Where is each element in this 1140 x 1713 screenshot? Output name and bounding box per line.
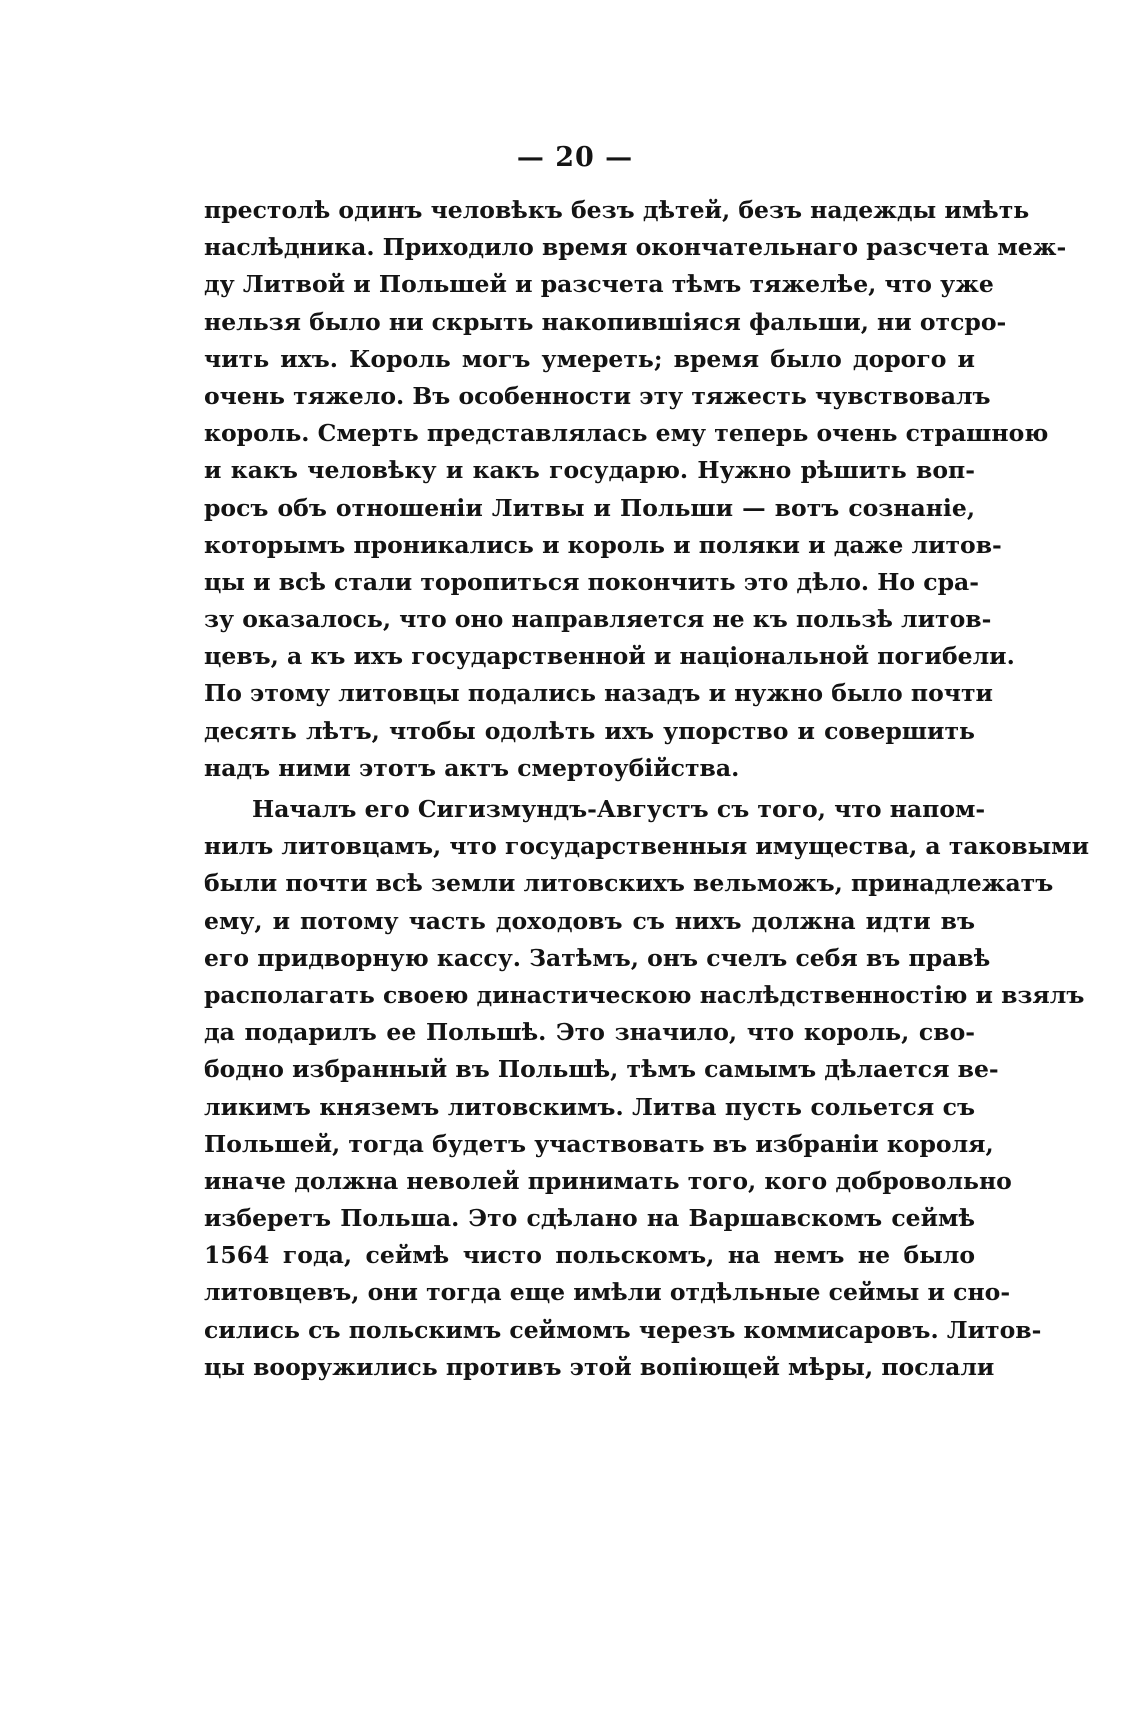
text-line: росъ объ отношеніи Литвы и Польши — вотъ сознаніе, [204, 493, 975, 522]
text-line: изберетъ Польша. Это сдѣлано на Варшавскомъ сеймѣ [204, 1204, 975, 1233]
text-line: По этому литовцы подались назадъ и нужно было почти [204, 679, 993, 708]
text-line: располагать своею династическою наслѣдственностію и взялъ [204, 980, 1085, 1009]
text-line: ду Литвой и Польшей и разсчета тѣмъ тяжелѣе, что уже [204, 270, 994, 299]
text-line: зу оказалось, что оно направляется не къ пользѣ литов- [204, 605, 992, 634]
page-number: — 20 — [516, 142, 634, 173]
text-line: 1564 года, сеймѣ чисто польскомъ, на немъ не было [204, 1241, 975, 1270]
text-line: ликимъ княземъ литовскимъ. Литва пусть сольется съ [204, 1092, 975, 1121]
text-line: цевъ, а къ ихъ государственной и національной погибели. [204, 642, 1015, 671]
text-line: цы и всѣ стали торопиться покончить это дѣло. Но сра- [204, 567, 980, 596]
text-line: иначе должна неволей принимать того, кого добровольно [204, 1166, 1012, 1195]
paragraph-1 [204, 192, 1067, 787]
text-line: нельзя было ни скрыть накопившіяся фальши, ни отсро- [204, 307, 1007, 336]
text-line: престолѣ одинъ человѣкъ безъ дѣтей, безъ надежды имѣть [204, 196, 1030, 224]
text-line: Польшей, тогда будетъ участвовать въ избраніи короля, [204, 1129, 994, 1158]
text-line: надъ ними этотъ актъ смертоубійства. [204, 753, 740, 782]
text-line: очень тяжело. Въ особенности эту тяжесть чувствовалъ [204, 381, 991, 410]
text-line: и какъ человѣку и какъ государю. Нужно рѣшить воп- [204, 456, 975, 485]
text-line: нилъ литовцамъ, что государственныя имущества, а таковыми [204, 832, 1090, 861]
paragraph-2 [204, 791, 1090, 1386]
text-line: чить ихъ. Король могъ умереть; время было дорого и [204, 344, 975, 373]
text-line: были почти всѣ земли литовскихъ вельможъ, принадлежатъ [204, 869, 1054, 898]
text-line: десять лѣтъ, чтобы одолѣть ихъ упорство и совершить [204, 716, 975, 745]
text-line: Началъ его Сигизмундъ-Августъ съ того, что напом- [252, 795, 986, 823]
text-line: сились съ польскимъ сеймомъ черезъ коммисаровъ. Литов- [204, 1315, 1042, 1344]
text-line: литовцевъ, они тогда еще имѣли отдѣльные сеймы и сно- [204, 1278, 1011, 1307]
page-text-body [204, 192, 1090, 1386]
text-line: его придворную кассу. Затѣмъ, онъ счелъ себя въ правѣ [204, 943, 991, 972]
text-line: которымъ проникались и король и поляки и даже литов- [204, 530, 1002, 559]
text-line: ему, и потому часть доходовъ съ нихъ должна идти въ [204, 906, 975, 935]
text-line: цы вооружились противъ этой вопіющей мѣры, послали [204, 1352, 995, 1381]
text-line: наслѣдника. Приходило время окончательнаго разсчета меж- [204, 233, 1067, 262]
text-line: бодно избранный въ Польшѣ, тѣмъ самымъ дѣлается ве- [204, 1055, 999, 1084]
text-line: да подарилъ ее Польшѣ. Это значило, что король, сво- [204, 1018, 975, 1047]
text-line: король. Смерть представлялась ему теперь очень страшною [204, 419, 1049, 448]
